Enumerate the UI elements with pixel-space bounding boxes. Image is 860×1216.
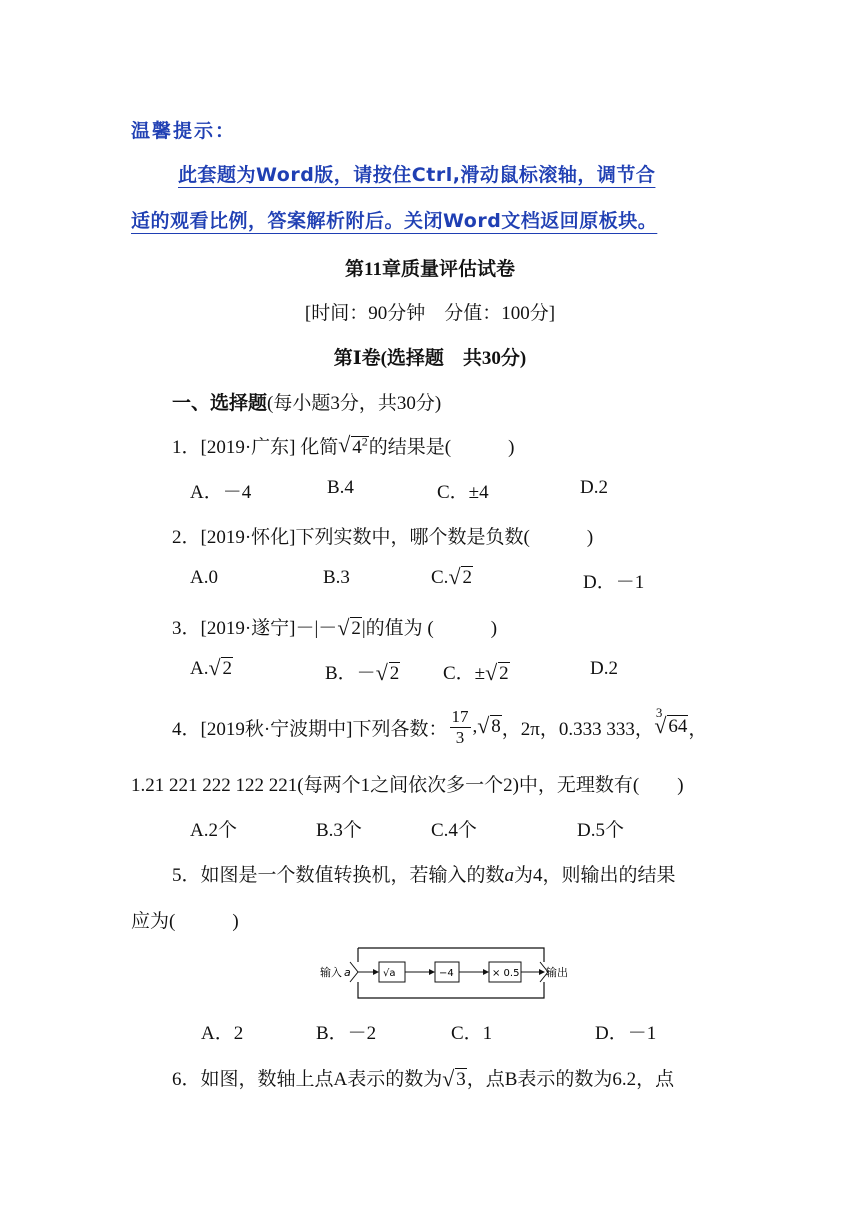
q5-text-b: 为4，则输出的结果: [514, 865, 676, 886]
q4-option-d: D.5个: [577, 820, 624, 841]
question-2: [172, 522, 593, 549]
subtract-box-label: −4: [439, 968, 454, 979]
q1-text-a: 化简: [295, 437, 339, 458]
q1-option-d: D.2: [580, 477, 608, 498]
q2-option-b: B.3: [323, 567, 350, 588]
q2-option-c-sqrt: [450, 567, 473, 589]
q5-option-b: B．－2: [316, 1023, 377, 1044]
output-label: 输出: [546, 966, 568, 979]
part-heading: 第Ⅰ卷(选择题 共30分): [333, 348, 527, 369]
q6-radicand: 3: [456, 1069, 466, 1090]
q3-option-a-sqrt: [210, 658, 233, 680]
q4-option-c: C.4个: [431, 820, 477, 841]
input-label: 输入: [320, 966, 342, 979]
q1-source: [2019·广东]: [200, 437, 296, 458]
q3-radicand: 2: [351, 618, 361, 639]
q6-text-a: 如图，数轴上点A表示的数为: [200, 1069, 443, 1090]
q6-text-b: ，点B表示的数为6.2，点: [466, 1069, 675, 1090]
q4-fraction: [450, 707, 471, 747]
q5-option-d: D．－1: [595, 1023, 657, 1044]
q3-option-b-radicand: 2: [389, 663, 400, 684]
exam-title: 第11章质量评估试卷: [345, 259, 515, 280]
q4-cube-index: 3: [655, 705, 663, 720]
tip-title: 温馨提示：: [131, 120, 237, 142]
q1-number: 1．: [172, 437, 201, 458]
q4-text-b: ，2π，0.333 333，: [501, 718, 654, 740]
sqrt-box-label: √a: [383, 968, 396, 979]
q1-radicand: 4: [352, 437, 362, 458]
q1-exponent: 2: [361, 434, 368, 449]
q4-text-c: ，: [688, 718, 708, 740]
q3-option-a-radicand: 2: [222, 658, 232, 679]
q4-text-a: [2019秋·宁波期中]下列各数：: [200, 718, 448, 740]
q2-text: [2019·怀化]下列实数中，哪个数是负数( ): [200, 527, 594, 548]
q4-fraction-numerator: 17: [451, 706, 469, 726]
question-4: [172, 702, 707, 752]
q2-option-d: D．－1: [583, 572, 645, 593]
question-5: [172, 860, 676, 887]
q1-sqrt: [340, 435, 369, 459]
q4-option-a: A.2个: [190, 820, 237, 841]
q5-line-2: 应为( ): [131, 911, 239, 932]
q3-option-b-sqrt: [378, 663, 401, 685]
q6-number: 6．: [172, 1069, 201, 1090]
tip-line-2: 适的观看比例，答案解析附后。关闭Word文档返回原板块。: [131, 210, 658, 232]
q1-text-b: 的结果是( ): [368, 437, 515, 458]
question-6: [172, 1064, 674, 1091]
q1-option-b: B.4: [327, 477, 354, 498]
q4-fraction-denominator: 3: [455, 727, 465, 747]
q3-option-c-label: C．±: [443, 663, 486, 684]
section-heading: [172, 388, 441, 415]
q4-option-b: B.3个: [316, 820, 362, 841]
q2-option-c-radicand: 2: [462, 567, 472, 588]
q3-option-c-sqrt: [487, 663, 510, 685]
q3-number: 3．: [172, 618, 201, 639]
q4-cbrt-64: [656, 716, 688, 738]
q1-option-a: A．－4: [190, 482, 252, 503]
q3-option-b: [325, 658, 400, 685]
q2-option-c: [431, 567, 473, 589]
q3-option-d: D.2: [590, 658, 618, 679]
q4-line-2: 1.21 221 222 122 221(每两个1之间依次多一个2)中，无理数有( ): [131, 775, 684, 796]
q3-text-a: [2019·遂宁]－|－: [200, 618, 338, 639]
q3-option-c-radicand: 2: [499, 663, 509, 684]
q4-radicand-64: 64: [668, 716, 688, 737]
q3-option-a: [190, 658, 233, 680]
q3-option-c: [443, 658, 510, 685]
q5-variable: a: [504, 865, 515, 886]
q5-number: 5．: [172, 865, 201, 886]
conversion-machine-diagram: [318, 944, 574, 1002]
q5-text-a: 如图是一个数值转换机，若输入的数: [200, 865, 505, 886]
q3-option-b-label: B．－: [325, 663, 376, 684]
question-3: [172, 613, 497, 640]
q4-number: 4．: [172, 718, 201, 740]
q3-text-b: |的值为 ( ): [361, 618, 498, 639]
q1-option-c: C．±4: [437, 482, 489, 503]
q3-sqrt: [339, 618, 362, 640]
q4-separator: ,: [472, 716, 478, 737]
input-notch: [350, 962, 358, 982]
input-variable: a: [344, 966, 351, 979]
q6-sqrt: [444, 1069, 467, 1091]
section-title: 一、选择题: [172, 393, 268, 414]
section-note: (每小题3分，共30分): [267, 393, 442, 414]
q2-option-a: A.0: [190, 567, 218, 588]
q5-option-c: C．1: [451, 1023, 493, 1044]
question-1: [172, 432, 514, 459]
multiply-box-label: × 0.5: [492, 968, 520, 979]
q3-option-a-label: A.: [190, 658, 209, 679]
time-info: [时间：90分钟 分值：100分]: [304, 303, 556, 324]
tip-line-1: 此套题为Word版，请按住Ctrl,滑动鼠标滚轴，调节合: [178, 164, 656, 186]
q4-sqrt-8: [479, 716, 502, 738]
q2-number: 2．: [172, 527, 201, 548]
q4-radicand-8: 8: [491, 716, 501, 737]
q2-option-c-label: C.: [431, 567, 449, 588]
q5-option-a: A．2: [201, 1023, 244, 1044]
